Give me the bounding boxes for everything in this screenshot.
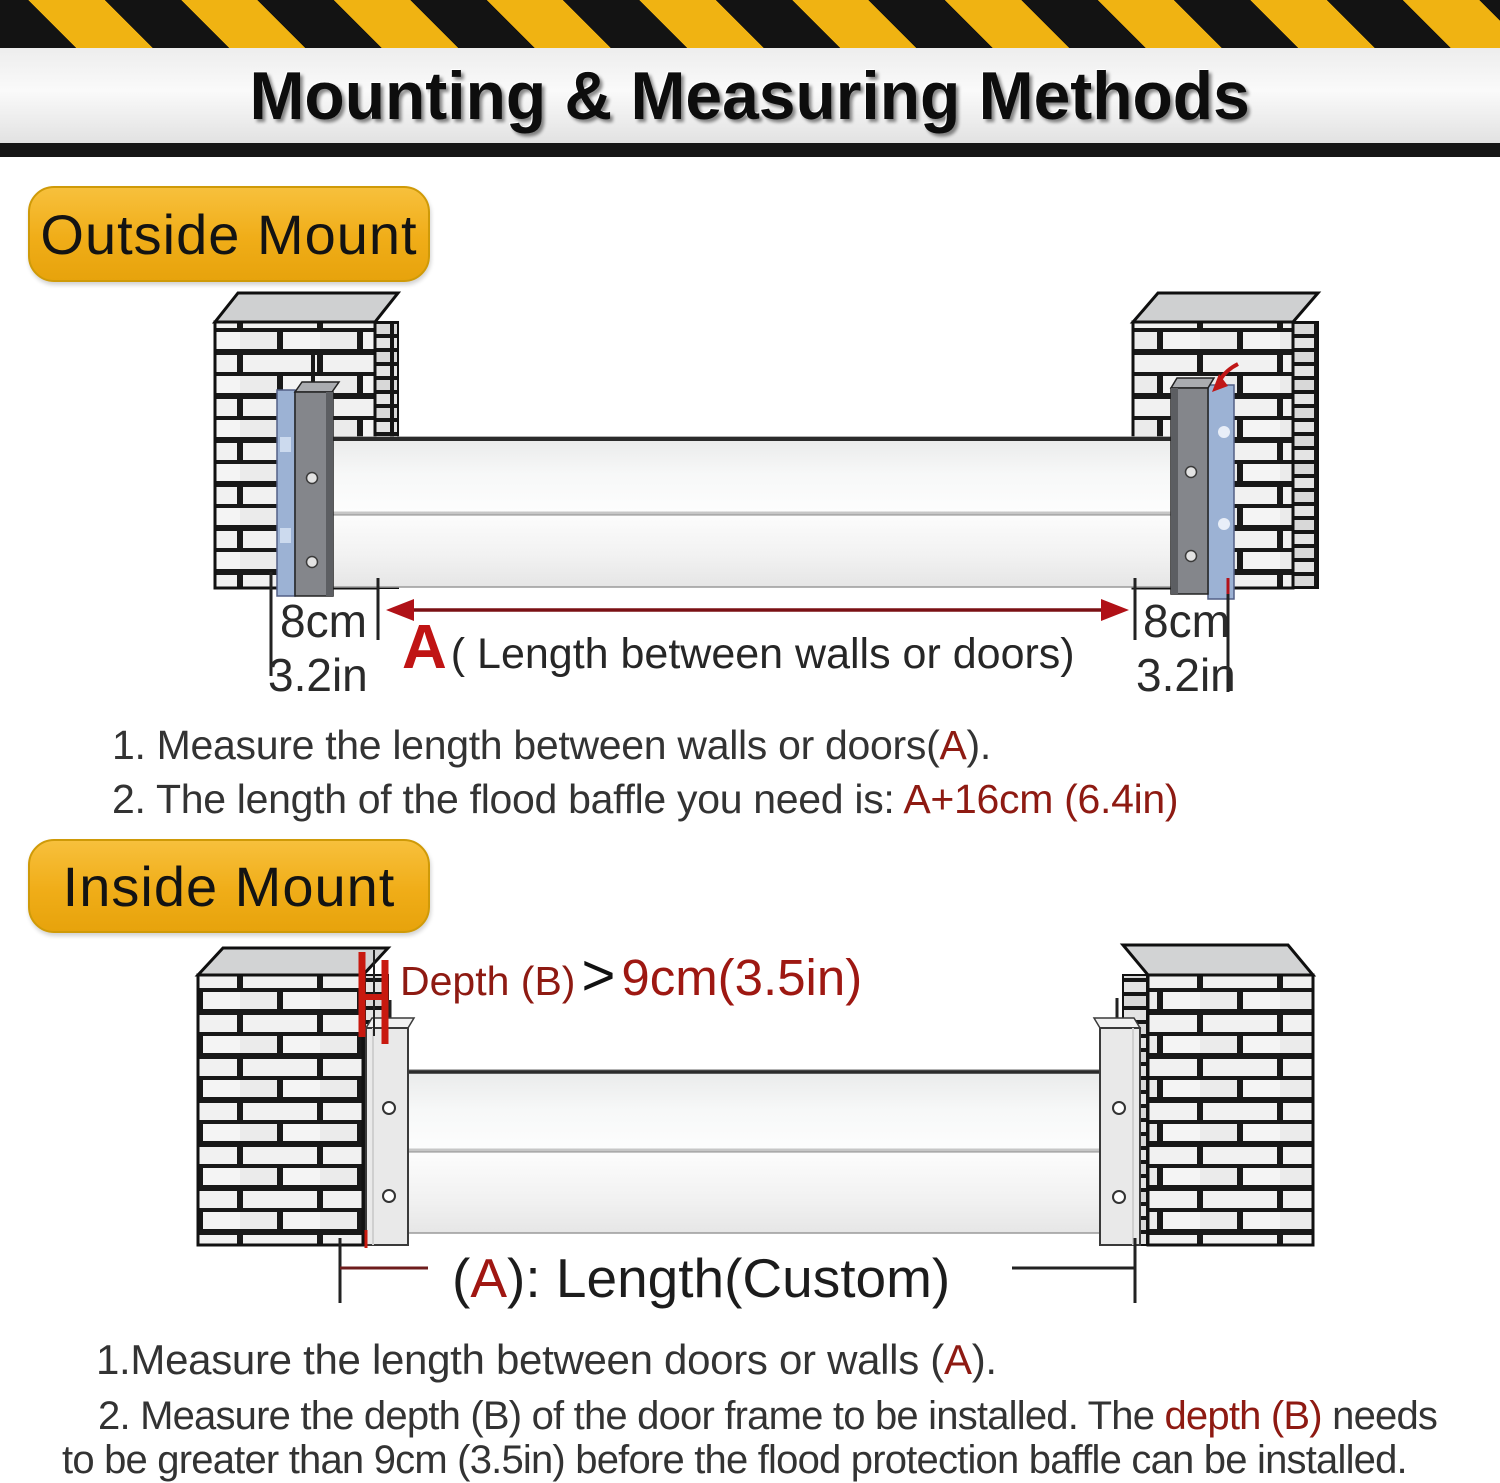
inside-length-A: A: [470, 1247, 508, 1309]
inside-mount-badge-label: Inside Mount: [62, 854, 396, 918]
inside-step-2-continued: [62, 1438, 1407, 1483]
page-title: Mounting & Measuring Methods: [249, 57, 1251, 134]
outside-right-offset-inch: 3.2in: [1136, 649, 1236, 701]
depth-B-mark-icon: [359, 950, 388, 1044]
outside-step-1-suffix: ).: [966, 722, 991, 768]
outside-right-offset-cm: 8cm: [1143, 595, 1230, 647]
outside-right-bracket: [1171, 364, 1238, 599]
inside-step-1-highlight: A: [943, 1336, 972, 1383]
depth-requirement-label: [400, 942, 862, 1009]
inside-length-label: [452, 1246, 950, 1310]
inside-length-open-paren: (: [452, 1247, 471, 1309]
inside-left-channel: [366, 1000, 414, 1248]
inside-length-text: ): Length(Custom): [507, 1247, 951, 1309]
depth-label-value: 9cm(3.5in): [621, 949, 863, 1006]
inside-step-2-suffix: needs: [1321, 1394, 1438, 1438]
inside-step-1-text: 1.Measure the length between doors or walls (: [96, 1336, 944, 1383]
greater-than-sign: >: [581, 943, 616, 1008]
outside-length-label: [402, 612, 1075, 683]
outside-step-2-text: 2. The length of the flood baffle you need is:: [112, 776, 904, 822]
outside-flood-barrier-panel: [332, 437, 1173, 587]
outside-step-1: [112, 722, 991, 769]
inside-step-2-highlight: depth (B): [1164, 1394, 1322, 1438]
outside-length-label-text: ( Length between walls or doors): [450, 630, 1075, 678]
outside-length-label-A: A: [402, 613, 447, 682]
inside-step-2: [98, 1394, 1437, 1439]
inside-right-channel: [1094, 998, 1140, 1245]
outside-left-offset-cm: 8cm: [280, 595, 367, 647]
inside-step-2-continued-text: to be greater than 9cm (3.5in) before the flood protection baffle can be installed.: [62, 1438, 1407, 1482]
outside-step-2: [112, 776, 1178, 823]
inside-flood-barrier-panel: [408, 1070, 1102, 1233]
outside-step-1-text: 1. Measure the length between walls or doors(: [112, 722, 940, 768]
inside-step-1-suffix: ).: [971, 1336, 997, 1383]
outside-step-2-highlight: A+16cm (6.4in): [903, 776, 1179, 822]
inside-right-pillar: [1123, 945, 1313, 1245]
outside-mount-badge-label: Outside Mount: [40, 202, 418, 266]
inside-step-1: [96, 1336, 997, 1384]
inside-step-2-text: 2. Measure the depth (B) of the door frame to be installed. The: [98, 1394, 1165, 1438]
outside-step-1-highlight: A: [939, 722, 967, 768]
depth-label-text: Depth (B): [400, 958, 576, 1004]
outside-left-offset-inch: 3.2in: [268, 649, 368, 701]
